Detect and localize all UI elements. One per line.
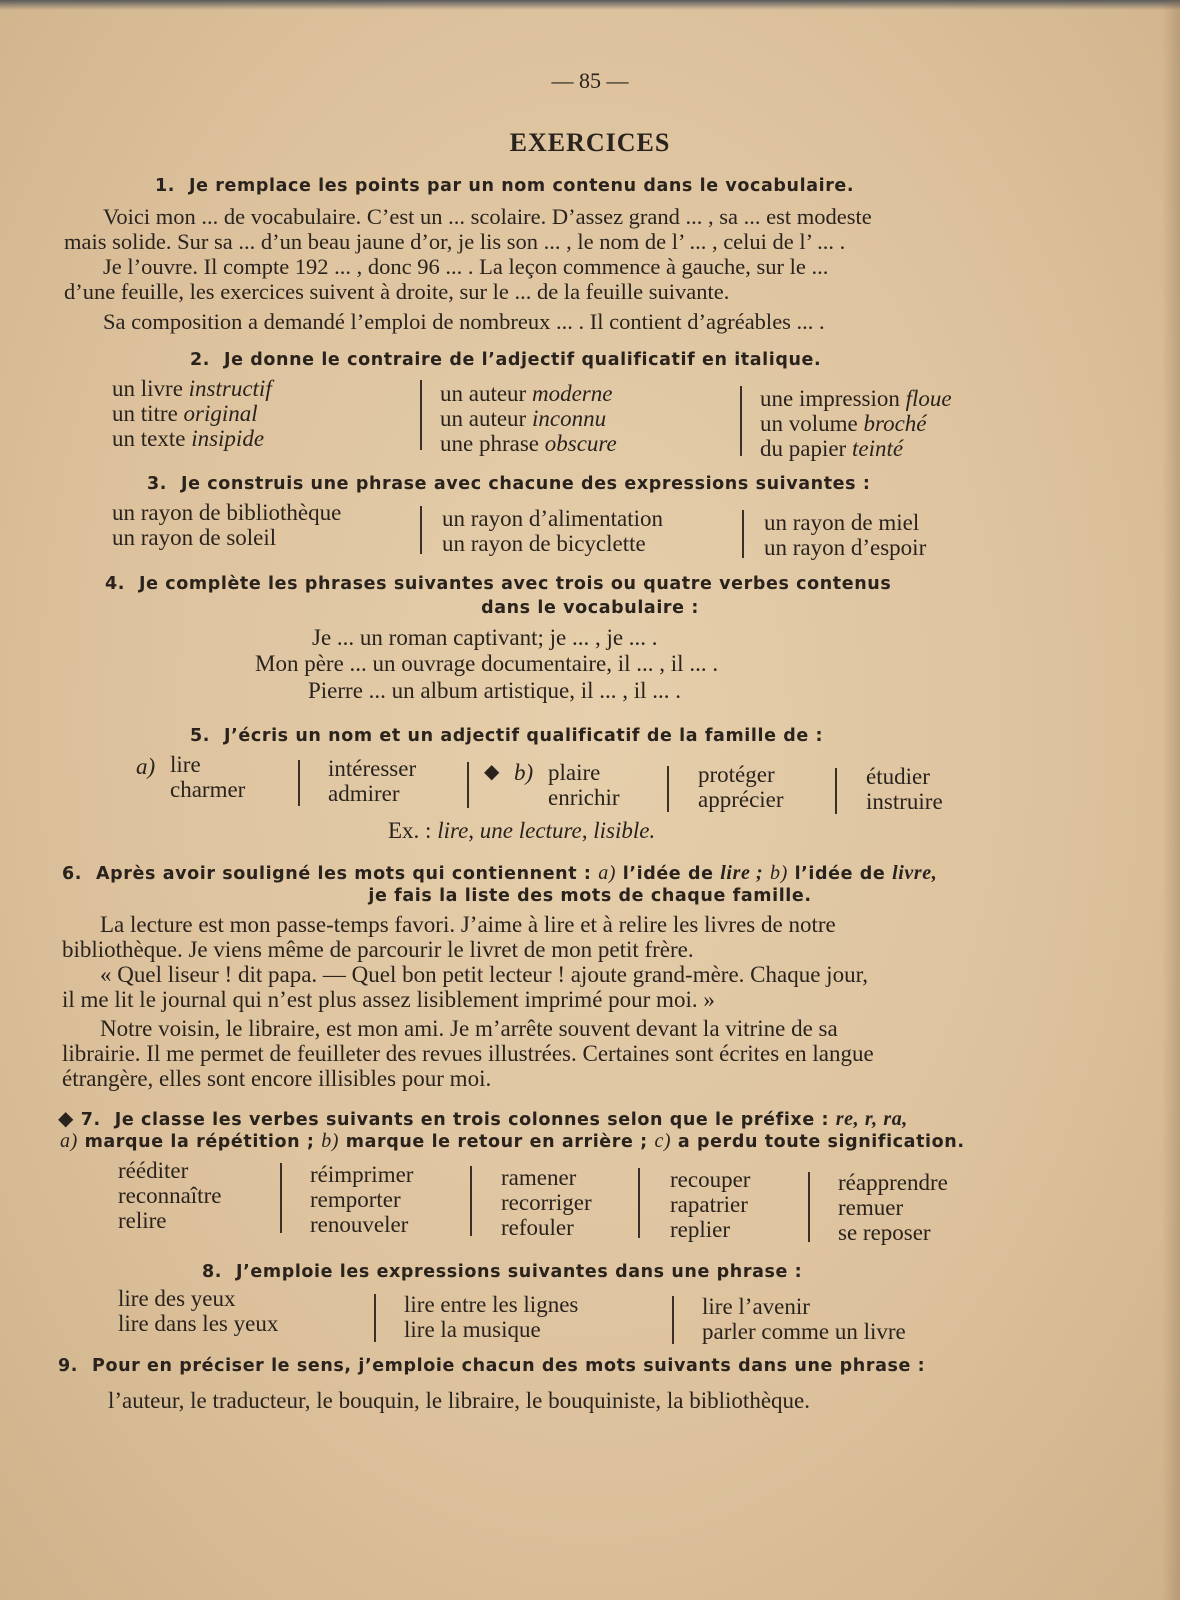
exercise-7-column-5: [838, 1170, 948, 1245]
column-divider: [280, 1163, 282, 1233]
word-item: rapatrier: [670, 1192, 748, 1217]
word-item: renouveler: [310, 1212, 409, 1237]
exercise-7-heading-continued: a) marque la répétition ; b) marque le retour en arrière ; c) a perdu toute signification.: [60, 1130, 965, 1152]
word-item: un rayon de soleil: [112, 525, 277, 550]
word-item: instruire: [866, 789, 943, 814]
word-item: charmer: [170, 777, 246, 802]
word-item: replier: [670, 1217, 731, 1242]
exercise-4-line: Je ... un roman captivant; je ... , je ... .: [312, 625, 658, 650]
exercise-7-heading: ◆ 7. Je classe les verbes suivants en trois colonnes selon que le préfixe : re, r, ra,: [58, 1106, 908, 1130]
exercise-9-heading: [58, 1356, 925, 1376]
column-divider: [470, 1166, 472, 1236]
word-item: un auteur inconnu: [440, 406, 607, 431]
exercise-6-line: bibliothèque. Je viens même de parcourir le livret de mon petit frère.: [62, 937, 694, 962]
word-item: ramener: [501, 1165, 577, 1190]
word-item: un auteur moderne: [440, 381, 613, 406]
word-item: intéresser: [328, 756, 417, 781]
exercise-6-line: étrangère, elles sont encore illisibles pour moi.: [62, 1066, 492, 1091]
word-item: réimprimer: [310, 1162, 414, 1187]
column-divider: [374, 1294, 376, 1342]
word-item: lire entre les lignes: [404, 1292, 579, 1317]
word-item: un rayon d’espoir: [764, 535, 927, 560]
word-item: rééditer: [118, 1158, 189, 1183]
exercise-8-column-1: [118, 1286, 278, 1336]
exercise-6-heading: 6. Après avoir souligné les mots qui contiennent : a) l’idée de lire ; b) l’idée de livre,: [62, 862, 938, 884]
exercise-7-column-3: [501, 1165, 592, 1240]
exercise-6-number: 6.: [62, 864, 83, 884]
column-divider: [740, 386, 742, 456]
word-item: lire: [170, 752, 201, 777]
exercise-4-heading-continued: dans le vocabulaire :: [481, 598, 699, 618]
word-item: recorriger: [501, 1190, 592, 1215]
word-item: un volume broché: [760, 411, 927, 436]
exercise-5-column-5: [866, 764, 943, 814]
word-item: admirer: [328, 781, 400, 806]
exercise-2-number: 2.: [190, 350, 211, 370]
column-divider: [808, 1172, 810, 1242]
word-item: refouler: [501, 1215, 574, 1240]
word-item: enrichir: [548, 785, 620, 810]
exercise-7-column-4: [670, 1167, 750, 1242]
scan-top-edge: [0, 0, 1180, 10]
exercise-5-label-a: a): [136, 754, 156, 779]
exercise-3-column-1: [112, 500, 341, 550]
column-divider: [742, 510, 744, 558]
exercise-5-column-3: [548, 760, 620, 810]
word-item: un livre instructif: [112, 376, 272, 401]
word-item: remporter: [310, 1187, 401, 1212]
word-item: parler comme un livre: [702, 1319, 906, 1344]
exercise-6-line: « Quel liseur ! dit papa. — Quel bon petit lecteur ! ajoute grand-mère. Chaque jour,: [100, 962, 869, 987]
exercise-2-instruction: Je donne le contraire de l’adjectif qualificatif en italique.: [224, 350, 822, 370]
word-item: se reposer: [838, 1220, 931, 1245]
exercise-1-heading: [155, 176, 854, 196]
exercise-3-column-2: [442, 506, 663, 556]
exercise-5-number: 5.: [190, 726, 211, 746]
exercise-5-example: Ex. : lire, une lecture, lisible.: [388, 818, 656, 843]
column-divider: [298, 760, 300, 806]
word-item: une impression floue: [760, 386, 952, 411]
exercise-1-instruction: Je remplace les points par un nom contenu dans le vocabulaire.: [189, 176, 855, 196]
diamond-marker-icon: ◆: [58, 1106, 74, 1130]
exercise-6-line: La lecture est mon passe-temps favori. J’aime à lire et à relire les livres de notre: [100, 912, 836, 937]
exercise-3-column-3: [764, 510, 926, 560]
exercise-2-heading: [190, 350, 821, 370]
exercise-3-instruction: Je construis une phrase avec chacune des expressions suivantes :: [181, 474, 871, 494]
column-divider: [672, 1296, 674, 1344]
exercise-8-column-3: [702, 1294, 906, 1344]
exercise-1-line: Voici mon ... de vocabulaire. C’est un ... scolaire. D’assez grand ... , sa ... est modeste: [103, 204, 872, 229]
exercise-5-heading: [190, 726, 823, 746]
exercise-3-heading: [147, 474, 870, 494]
word-item: un rayon de bibliothèque: [112, 500, 342, 525]
diamond-marker-icon: ◆: [484, 761, 500, 783]
word-item: lire l’avenir: [702, 1294, 810, 1319]
exercise-6-line: librairie. Il me permet de feuilleter des revues illustrées. Certaines sont écrites en langue: [62, 1041, 874, 1066]
column-divider: [638, 1168, 640, 1238]
exercise-2-column-1: [112, 376, 272, 451]
exercise-2-column-2: [440, 381, 617, 456]
word-item: du papier teinté: [760, 436, 904, 461]
exercise-7-column-1: [118, 1158, 221, 1233]
word-item: un rayon de miel: [764, 510, 920, 535]
exercise-8-column-2: [404, 1292, 578, 1342]
exercise-4-number: 4.: [105, 574, 126, 594]
exercise-6-line: il me lit le journal qui n’est plus assez lisiblement imprimé pour moi. »: [62, 987, 715, 1012]
word-item: apprécier: [698, 787, 784, 812]
column-divider: [835, 768, 837, 814]
exercise-1-line: Sa composition a demandé l’emploi de nombreux ... . Il contient d’agréables ... .: [103, 309, 825, 334]
exercise-8-heading: [202, 1262, 802, 1282]
exercise-7-number: 7.: [80, 1110, 101, 1130]
word-item: lire dans les yeux: [118, 1311, 279, 1336]
word-item: une phrase obscure: [440, 431, 617, 456]
word-item: lire des yeux: [118, 1286, 236, 1311]
exercise-6-heading-continued: je fais la liste des mots de chaque famille.: [368, 886, 812, 906]
page-title: EXERCICES: [509, 128, 671, 157]
exercise-1-line: mais solide. Sur sa ... d’un beau jaune d’or, je lis son ... , le nom de l’ ... , celui de l’ ... .: [64, 229, 846, 254]
word-item: un texte insipide: [112, 426, 265, 451]
exercise-5-column-2: [328, 756, 416, 806]
word-item: lire la musique: [404, 1317, 541, 1342]
exercise-8-number: 8.: [202, 1262, 223, 1282]
page-number: — 85 —: [551, 68, 629, 93]
exercise-3-number: 3.: [147, 474, 168, 494]
word-item: relire: [118, 1208, 167, 1233]
exercise-9-line: l’auteur, le traducteur, le bouquin, le libraire, le bouquiniste, la bibliothèque.: [108, 1388, 810, 1413]
word-item: un rayon de bicyclette: [442, 531, 646, 556]
exercise-8-instruction: J’emploie les expressions suivantes dans une phrase :: [236, 1262, 803, 1282]
exercise-4-line: Pierre ... un album artistique, il ... , il ... .: [308, 678, 682, 703]
exercise-5-instruction: J’écris un nom et un adjectif qualificatif de la famille de :: [224, 726, 824, 746]
exercise-1-number: 1.: [155, 176, 176, 196]
column-divider: [420, 506, 422, 554]
exercise-7-column-2: [310, 1162, 413, 1237]
column-divider: [667, 766, 669, 812]
exercise-6-line: Notre voisin, le libraire, est mon ami. Je m’arrête souvent devant la vitrine de sa: [100, 1016, 838, 1041]
word-item: un rayon d’alimentation: [442, 506, 663, 531]
exercise-4-instruction: Je complète les phrases suivantes avec trois ou quatre verbes contenus: [139, 574, 892, 594]
word-item: réapprendre: [838, 1170, 948, 1195]
word-item: recouper: [670, 1167, 751, 1192]
word-item: remuer: [838, 1195, 904, 1220]
word-item: reconnaître: [118, 1183, 222, 1208]
exercise-5-column-1: [170, 752, 245, 802]
word-item: protéger: [698, 762, 775, 787]
column-divider: [420, 380, 422, 450]
exercise-2-column-3: [760, 386, 952, 461]
exercise-1-line: Je l’ouvre. Il compte 192 ... , donc 96 ... . La leçon commence à gauche, sur le ...: [103, 254, 829, 279]
exercise-9-number: 9.: [58, 1356, 79, 1376]
exercise-4-heading: [105, 574, 891, 594]
exercise-4-line: Mon père ... un ouvrage documentaire, il ... , il ... .: [255, 651, 719, 676]
page-right-edge: [1162, 0, 1180, 1600]
exercise-9-instruction: Pour en préciser le sens, j’emploie chacun des mots suivants dans une phrase :: [92, 1356, 926, 1376]
exercise-5-label-b: b): [514, 760, 534, 785]
column-divider: [467, 762, 469, 808]
word-item: plaire: [548, 760, 601, 785]
word-item: un titre original: [112, 401, 258, 426]
exercise-5-column-4: [698, 762, 784, 812]
exercise-1-line: d’une feuille, les exercices suivent à droite, sur le ... de la feuille suivante.: [64, 279, 730, 304]
word-item: étudier: [866, 764, 930, 789]
